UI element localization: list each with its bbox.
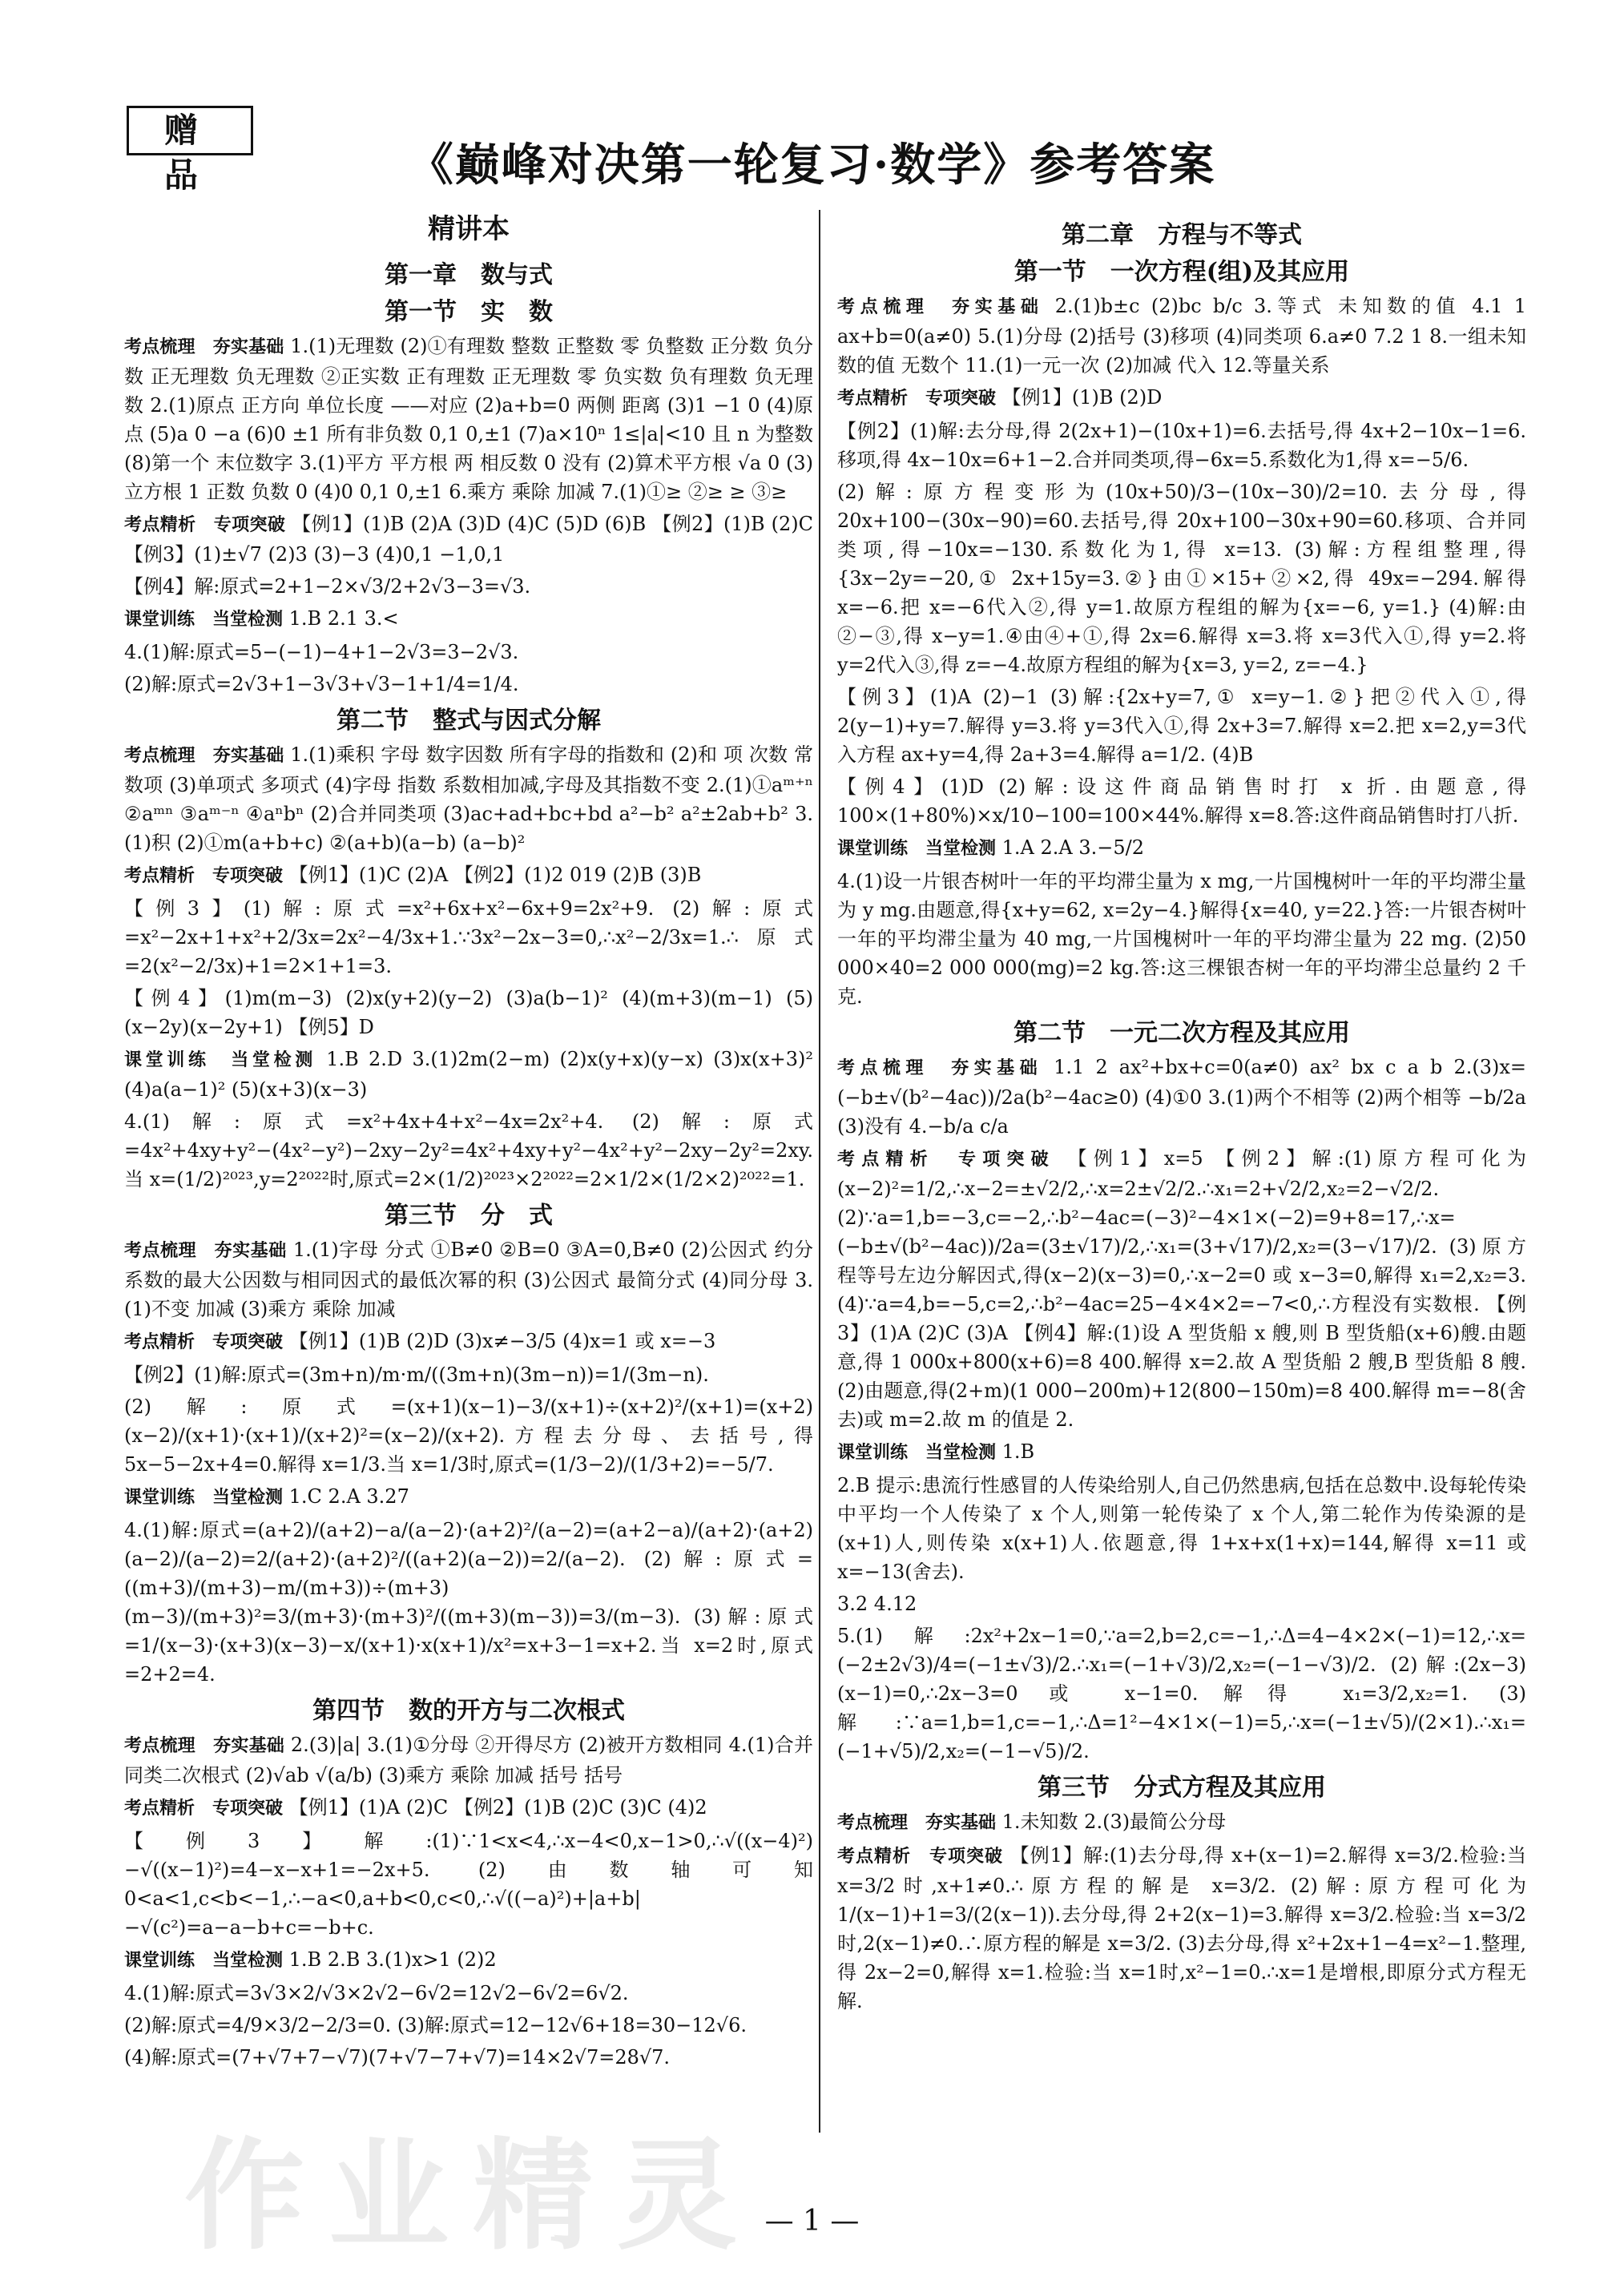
answer-text: 4.(1)解:原式=x²+4x+4+x²−4x=2x²+4. (2)解:原式=4x²+4xy+y²−(4x²−y²)−2xy−2y²=4x²+4xy+y²−4x²+y²−2xy−2y²=2xy.当 x=(1/2)²⁰²³,y=2²⁰²²时,原式=2×(1/2)²⁰²³×2²⁰²²=2×1/2×(1/2×2)²⁰²²=1.: [124, 1110, 813, 1190]
page-number: — 1 —: [764, 2205, 860, 2238]
answer-text: 2.(1)b±c (2)bc b/c 3.等式 未知数的值 4.1 1 ax+b=0(a≠0) 5.(1)分母 (2)括号 (3)移项 (4)同类项 6.a≠0 7.2 1 8.一组未知数的值 无数个 11.(1)一元一次 (2)加减 代入 12.等量关系: [837, 295, 1526, 377]
answer-text: 【例1】(1)B (2)A (3)D (4)C (5)D (6)B 【例2】(1)B (2)C 【例3】(1)±√7 (2)3 (3)−3 (4)0,1 −1,0,1: [124, 513, 813, 566]
answer-paragraph: [837, 1437, 1526, 1468]
left-column: [124, 210, 813, 2075]
answer-text: 1.B 2.1 3.<: [288, 607, 399, 630]
section-label: 考点梳理 夯实基础: [124, 746, 284, 766]
answer-paragraph: [124, 860, 813, 891]
section-label: 考点梳理 夯实基础: [124, 1736, 285, 1756]
answer-paragraph: [837, 383, 1526, 413]
answer-paragraph: [124, 1730, 813, 1790]
answer-text: (2)解:原式=2√3+1−3√3+√3−1+1/4=1/4.: [124, 673, 519, 695]
chapter-title: 第一章 数与式: [385, 261, 553, 289]
section-label: 考点梳理 夯实基础: [837, 1058, 1043, 1078]
answer-text: 【例1】解:(1)去分母,得 x+(x−1)=2.解得 x=3/2.检验:当 x=3/2时,x+1≠0.∴原方程的解是 x=3/2. (2)解:原方程可化为1/(x−1)+1=3/(2(x−1)).去分母,得 2+2(x−1)=3.解得 x=3/2.检验:当 x=3/2时,2(x−1)≠0.∴原方程的解是 x=3/2. (3)去分母,得 x²+2x+1−4=x²−1.整理,得 2x−2=0,解得 x=1.检验:当 x=1时,x²−1=0.∴x=1是增根,即原分式方程无解.: [837, 1844, 1526, 2012]
answer-paragraph: [124, 1235, 813, 1323]
section-label: 考点梳理 夯实基础: [837, 1813, 997, 1833]
answer-text: 1.未知数 2.(3)最简公分母: [1001, 1811, 1227, 1833]
answer-paragraph: [124, 332, 813, 506]
answer-text: 【例4】(1)m(m−3) (2)x(y+2)(y−2) (3)a(b−1)² (4)(m+3)(m−1) (5)(x−2y)(x−2y+1) 【例5】D: [124, 987, 813, 1038]
answer-paragraph: [837, 292, 1526, 380]
answer-text: 【例3】解:(1)∵1<x<4,∴x−4<0,x−1>0,∴√((x−4)²)−√((x−1)²)=4−x−x+1=−2x+5. (2)由数轴可知0<a<1,c<b<−1,∴−a<0,a+b<0,c<0,∴√((−a)²)+|a+b|−√(c²)=a−a−b+c=−b+c.: [124, 1830, 813, 1939]
answer-text: (2)解:原式=4/9×3/2−2/3=0. (3)解:原式=12−12√6+18=30−12√6.: [124, 2014, 747, 2036]
right-column: [837, 210, 1526, 2019]
answer-text: 1.B 2.D 3.(1)2m(2−m) (2)x(y+x)(y−x) (3)x(x+3)² (4)a(a−1)² (5)(x+3)(x−3): [124, 1048, 813, 1101]
section-label: 考点精析 专项突破: [124, 1799, 284, 1819]
answer-text: 1.1 2 ax²+bx+c=0(a≠0) ax² bx c a b 2.(3)x=(−b±√(b²−4ac))/2a(b²−4ac≥0) (4)①0 3.(1)两个不相等 (2)两个相等 −b/2a (3)没有 4.−b/a c/a: [837, 1056, 1526, 1138]
section-title: 第三节 分 式: [385, 1202, 553, 1230]
answer-text: 1.(1)乘积 字母 数字因数 所有字母的指数和 (2)和 项 次数 常数项 (3)单项式 多项式 (4)字母 指数 系数相加减,字母及其指数不变 2.(1)①aᵐ⁺ⁿ ②aᵐⁿ ③aᵐ⁻ⁿ ④aⁿbⁿ (2)合并同类项 (3)ac+ad+bc+bd a²−b² a²±2ab+b² 3.(1)积 (2)①m(a+b+c) ②(a+b)(a−b) (a−b)²: [124, 743, 813, 854]
answer-paragraph: [837, 1807, 1526, 1838]
section-title: 第二节 整式与因式分解: [336, 707, 601, 735]
section-title: 第一节 一次方程(组)及其应用: [1013, 258, 1350, 286]
answer-text: 【例4】解:原式=2+1−2×√3/2+2√3−3=√3.: [124, 575, 531, 598]
answer-text: 3.2 4.12: [837, 1593, 917, 1615]
answer-text: 【例1】x=5 【例2】解:(1)原方程可化为(x−2)²=1/2,∴x−2=±√2/2,∴x=2±√2/2.∴x₁=2+√2/2,x₂=2−√2/2. (2)∵a=1,b=−3,c=−2,∴b²−4ac=(−3)²−4×1×(−2)=9+8=17,∴x=(−b±√(b²−4ac))/2a=(3±√17)/2,∴x₁=(3+√17)/2,x₂=(3−√17)/2. (3)原方程等号左边分解因式,得(x−2)(x−3)=0,∴x−2=0 或 x−3=0,解得 x₁=2,x₂=3. (4)∵a=4,b=−5,c=2,∴b²−4ac=25−4×4×2=−7<0,∴方程没有实数根. 【例3】(1)A (2)C (3)A 【例4】解:(1)设 A 型货船 x 艘,则 B 型货船(x+6)艘.由题意,得 1 000x+800(x+6)=8 400.解得 x=2.故 A 型货船 2 艘,B 型货船 8 艘. (2)由题意,得(2+m)(1 000−200m)+12(800−150m)=8 400.解得 m=−8(舍去)或 m=2.故 m 的值是 2.: [837, 1147, 1526, 1431]
section-label: 课堂训练 当堂检测: [124, 1050, 316, 1070]
section-label: 课堂训练 当堂检测: [124, 1951, 284, 1971]
answer-paragraph: [124, 510, 813, 569]
section-label: 考点梳理 夯实基础: [124, 1241, 287, 1261]
answer-paragraph: [124, 1945, 813, 1976]
section-label: 考点精析 专项突破: [837, 1847, 1003, 1867]
chapter-title: 第二章 方程与不等式: [1062, 221, 1302, 249]
section-title: 第三节 分式方程及其应用: [1038, 1774, 1326, 1802]
answer-paragraph: [837, 1144, 1526, 1434]
answer-text: 1.(1)字母 分式 ①B≠0 ②B=0 ③A=0,B≠0 (2)公因式 约分 系数的最大公因数与相同因式的最低次幂的积 (3)公因式 最简分式 (4)同分母 3.(1)不变 加减 (3)乘方 乘除 加减: [124, 1239, 813, 1320]
section-label: 考点梳理 夯实基础: [124, 337, 284, 357]
section-label: 考点精析 专项突破: [124, 866, 284, 886]
page-title: 《巅峰对决第一轮复习·数学》参考答案: [408, 139, 1216, 191]
gift-label: 赠 品: [127, 106, 253, 155]
answer-text: 1.B: [1001, 1440, 1035, 1463]
answer-text: 5.(1)解:2x²+2x−1=0,∵a=2,b=2,c=−1,∴Δ=4−4×2×(−1)=12,∴x=(−2±2√3)/4=(−1±√3)/2.∴x₁=(−1+√3)/2,x₂=(−1−√3)/2. (2)解:(2x−3)(x−1)=0,∴2x−3=0 或 x−1=0.解得 x₁=3/2,x₂=1. (3)解:∵a=1,b=1,c=−1,∴Δ=1²−4×1×(−1)=5,∴x=(−1±√5)/(2×1).∴x₁=(−1+√5)/2,x₂=(−1−√5)/2.: [837, 1625, 1526, 1762]
answer-text: (2)解:原方程变形为(10x+50)/3−(10x−30)/2=10.去分母,得 20x+100−(30x−90)=60.去括号,得 20x+100−30x+90=60.移项、合并同类项,得−10x=−130.系数化为1,得 x=13. (3)解:方程组整理,得{3x−2y=−20,① 2x+15y=3.②}由①×15+②×2,得 49x=−294.解得 x=−6.把 x=−6代入②,得 y=1.故原方程组的解为{x=−6, y=1.} (4)解:由②−③,得 x−y=1.④由④+①,得 2x=6.解得 x=3.将 x=3代入①,得 y=2.将 y=2代入③,得 z=−4.故原方程组的解为{x=3, y=2, z=−4.}: [837, 481, 1526, 676]
answer-text: 2.(3)|a| 3.(1)①分母 ②开得尽方 (2)被开方数相同 4.(1)合并同类二次根式 (2)√ab √(a/b) (3)乘方 乘除 加减 括号 括号: [124, 1734, 813, 1787]
section-title: 第四节 数的开方与二次根式: [312, 1697, 625, 1725]
answer-text: (4)解:原式=(7+√7+7−√7)(7+√7−7+√7)=14×2√7=28√7.: [124, 2046, 671, 2069]
section-title: 第二节 一元二次方程及其应用: [1013, 1019, 1350, 1047]
answer-text: 【例2】(1)解:去分母,得 2(2x+1)−(10x+1)=6.去括号,得 4x+2−10x−1=6.移项,得 4x−10x=6+1−2.合并同类项,得−6x=5.系数化为1,得 x=−5/6.: [837, 420, 1526, 471]
answer-paragraph: [124, 1045, 813, 1104]
section-title: 第一节 实 数: [385, 298, 553, 326]
answer-paragraph: [837, 833, 1526, 864]
answer-text: 【例2】(1)解:原式=(3m+n)/m·m/((3m+n)(3m−n))=1/(3m−n).: [124, 1364, 709, 1386]
answer-text: 2.B 提示:患流行性感冒的人传染给别人,自己仍然患病,包括在总数中.设每轮传染中平均一个人传染了 x 个人,则第一轮传染了 x 个人,第二轮作为传染源的是(x+1)人,则传染 x(x+1)人.依题意,得 1+x+x(1+x)=144,解得 x=11 或 x=−13(舍去).: [837, 1474, 1526, 1583]
column-divider: [819, 210, 820, 2133]
answer-text: 【例1】(1)C (2)A 【例2】(1)2 019 (2)B (3)B: [288, 864, 702, 886]
answer-text: 4.(1)设一片银杏树叶一年的平均滞尘量为 x mg,一片国槐树叶一年的平均滞尘量为 y mg.由题意,得{x+y=62, x=2y−4.}解得{x=40, y=22.}答:一片银杏树叶一年的平均滞尘量为 40 mg,一片国槐树叶一年的平均滞尘量为 22 mg. (2)50 000×40=2 000 000(mg)=2 kg.答:这三棵银杏树一年的平均滞尘总量约 2 千克.: [837, 870, 1526, 1008]
answer-paragraph: [837, 1053, 1526, 1141]
section-label: 课堂训练 当堂检测: [124, 610, 284, 630]
answer-text: 1.A 2.A 3.−5/2: [1001, 836, 1145, 859]
answer-text: 【例1】(1)A (2)C 【例2】(1)B (2)C (3)C (4)2: [288, 1796, 707, 1819]
section-label: 考点精析 专项突破: [124, 515, 286, 535]
answer-text: 1.B 2.B 3.(1)x>1 (2)2: [288, 1948, 497, 1971]
column-title: 精讲本: [428, 213, 510, 245]
section-label: 考点精析 专项突破: [124, 1332, 284, 1352]
answer-text: 【例3】(1)解:原式=x²+6x+x²−6x+9=2x²+9. (2)解:原式=x²−2x+1+x²+2/3x=2x²−4/3x+1.∵3x²−2x−3=0,∴x²−2/3x=1.∴原式=2(x²−2/3x)+1=2×1+1=3.: [124, 897, 813, 977]
answer-paragraph: [124, 1482, 813, 1513]
answer-text: 4.(1)解:原式=(a+2)/(a+2)−a/(a−2)·(a+2)²/(a−2)=(a+2−a)/(a+2)·(a+2)(a−2)/(a−2)=2/(a+2)·(a+2)²/((a+2)(a−2))=2/(a−2). (2)解:原式=((m+3)/(m+3)−m/(m+3))÷(m+3)(m−3)/(m+3)²=3/(m+3)·(m+3)²/((m+3)(m−3))=3/(m−3). (3)解:原式=1/(x−3)·(x+3)(x−3)−x/(x+1)·x(x+1)/x²=x+3−1=x+2.当 x=2时,原式=2+2=4.: [124, 1519, 813, 1686]
section-label: 考点精析 专项突破: [837, 1150, 1055, 1170]
answer-paragraph: [124, 1327, 813, 1357]
answer-text: (2)解:原式=(x+1)(x−1)−3/(x+1)÷(x+2)²/(x+1)=(x+2)(x−2)/(x+1)·(x+1)/(x+2)²=(x−2)/(x+2).方程去分母、去括号,得 5x−5−2x+4=0.解得 x=1/3.当 x=1/3时,原式=(1/3−2)/(1/3+2)=−5/7.: [124, 1396, 813, 1476]
answer-text: 4.(1)解:原式=5−(−1)−4+1−2√3=3−2√3.: [124, 641, 519, 663]
watermark: 作业精灵: [184, 2127, 762, 2266]
answer-paragraph: [124, 604, 813, 634]
answer-text: 4.(1)解:原式=3√3×2/√3×2√2−6√2=12√2−6√2=6√2.: [124, 1982, 629, 2004]
section-label: 课堂训练 当堂检测: [837, 839, 997, 859]
section-label: 考点梳理 夯实基础: [837, 297, 1044, 317]
answer-text: 【例3】(1)A (2)−1 (3)解:{2x+y=7,① x=y−1.②}把②代入①,得 2(y−1)+y=7.解得 y=3.将 y=3代入①,得 2x+3=7.解得 x=2.把 x=2,y=3代入方程 ax+y=4,得 2a+3=4.解得 a=1/2. (4)B: [837, 686, 1526, 766]
answer-text: 【例1】(1)B (2)D: [1001, 386, 1163, 409]
section-label: 课堂训练 当堂检测: [837, 1443, 997, 1463]
section-label: 考点精析 专项突破: [837, 389, 997, 409]
answer-paragraph: [124, 1793, 813, 1823]
answer-text: 1.C 2.A 3.27: [288, 1485, 409, 1508]
answer-text: 【例4】(1)D (2)解:设这件商品销售时打 x 折.由题意,得 100×(1+80%)×x/10−100=100×44%.解得 x=8.答:这件商品销售时打八折.: [837, 775, 1526, 827]
section-label: 课堂训练 当堂检测: [124, 1488, 284, 1508]
answer-paragraph: [837, 1841, 1526, 2016]
answer-text: 【例1】(1)B (2)D (3)x≠−3/5 (4)x=1 或 x=−3: [288, 1330, 716, 1352]
answer-paragraph: [124, 740, 813, 857]
answer-text: 1.(1)无理数 (2)①有理数 整数 正整数 零 负整数 正分数 负分数 正无理数 负无理数 ②正实数 正有理数 正无理数 零 负实数 负有理数 负无理数 2.(1)原点 正方向 单位长度 ——对应 (2)a+b=0 两侧 距离 (3)1 −1 0 (4)原点 (5)a 0 −a (6)0 ±1 所有非负数 0,1 0,±1 (7)a×10ⁿ 1≤|a|<10 且 n 为整数 (8)第一个 末位数字 3.(1)平方 平方根 两 相反数 0 没有 (2)算术平方根 √a 0 (3)立方根 1 正数 负数 0 (4)0 0,1 0,±1 6.乘方 乘除 加减 7.(1)①≥ ②≥ ≥ ③≥: [124, 335, 813, 503]
